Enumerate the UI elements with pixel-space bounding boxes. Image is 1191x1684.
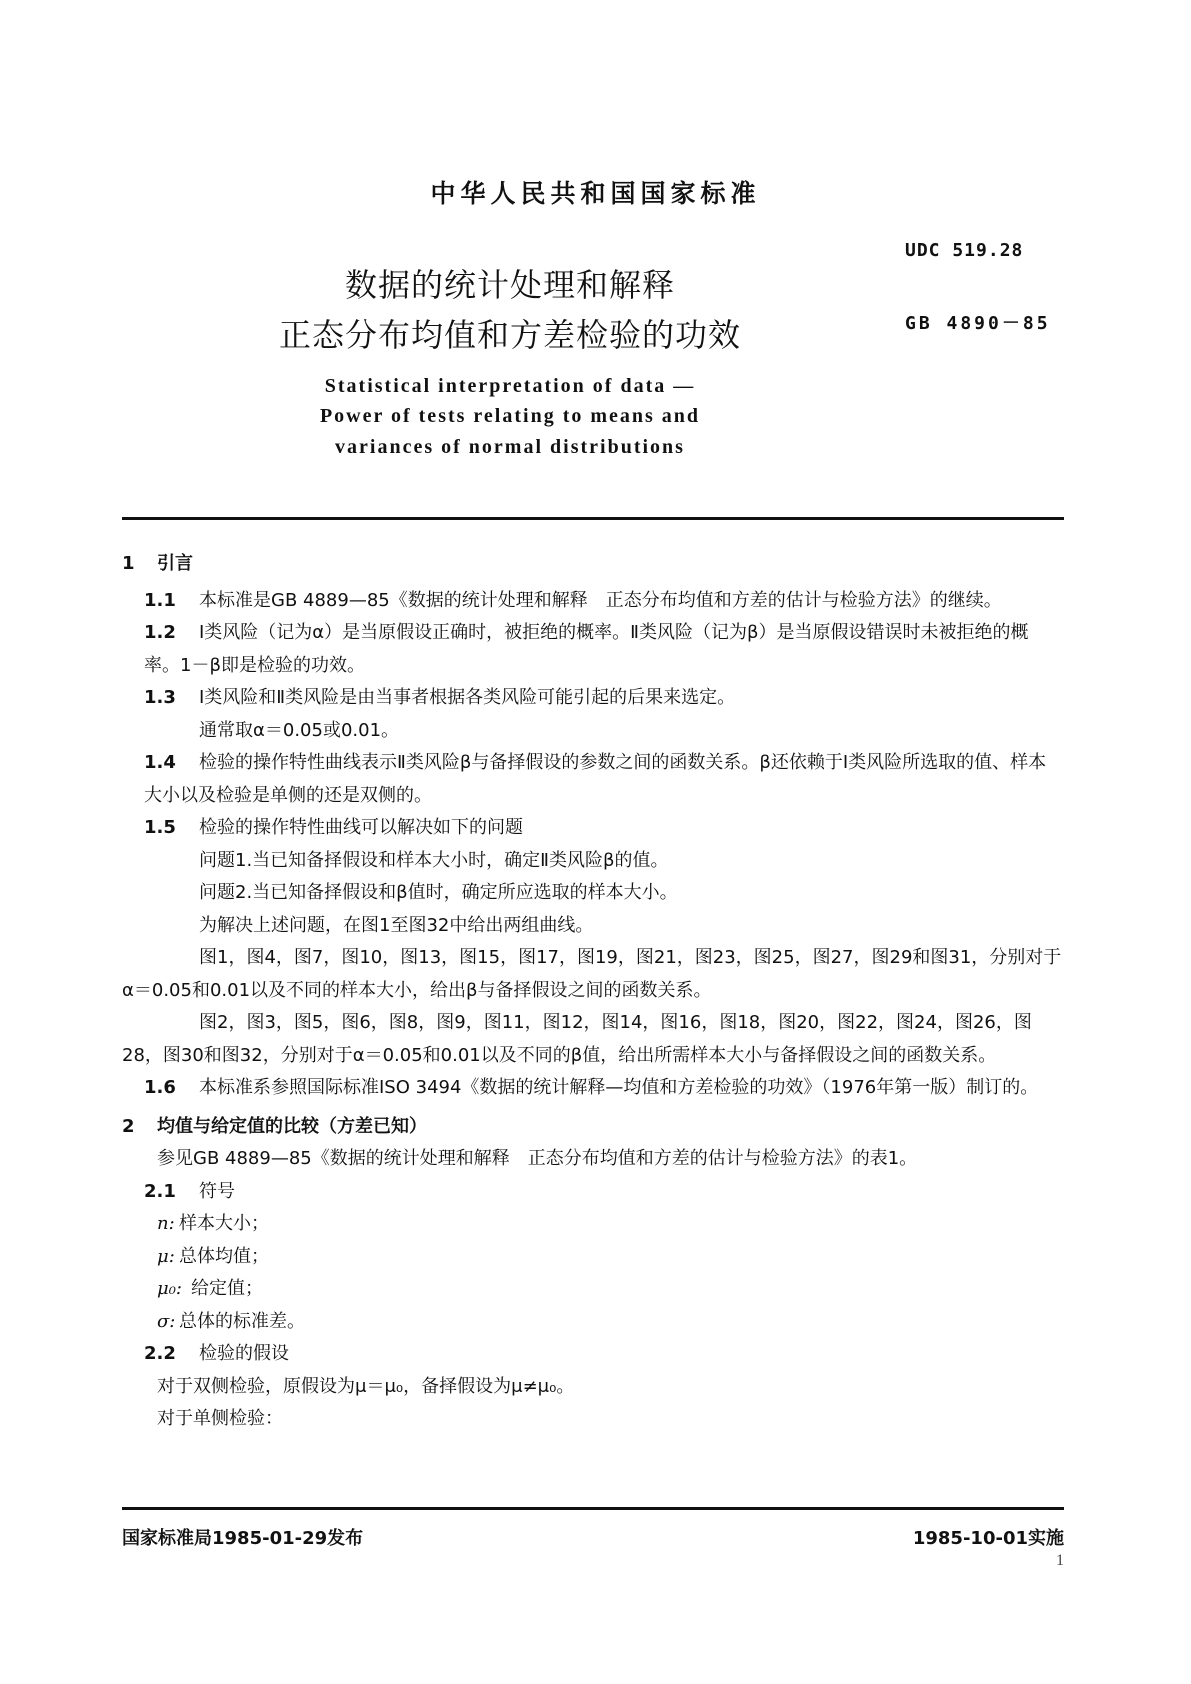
symbol: μ: (157, 1245, 175, 1267)
title-en-line1: Statistical interpretation of data — (324, 375, 696, 397)
clause-number: 2.1 (144, 1180, 176, 1202)
symbol: μ₀: (157, 1278, 182, 1299)
symbol-mu0 (122, 1273, 1064, 1306)
problem-2: 问题2.当已知备择假设和β值时，确定所应选取的样本大小。 (199, 882, 678, 903)
paragraph-1-1 (122, 585, 1064, 618)
paragraph-2-2 (122, 1338, 1064, 1371)
clause-text: 检验的假设 (199, 1343, 289, 1364)
page-number: 1 (1056, 1552, 1064, 1569)
standard-label: 中华人民共和国国家标准 (430, 179, 761, 208)
clause-text: 本标准系参照国际标准ISO 3494《数据的统计解释—均值和方差检验的功效》（1976年第一版）制订的。 (199, 1077, 1039, 1098)
symbol-mu (122, 1241, 1064, 1274)
two-sided-test: 对于双侧检验，原假设为μ＝μ₀，备择假设为μ≠μ₀。 (157, 1375, 575, 1397)
clause-text: 检验的操作特性曲线表示Ⅱ类风险β与备择假设的参数之间的函数关系。β还依赖于Ⅰ类风险所选取的值、样本大小以及检验是单侧的还是双侧的。 (144, 752, 1047, 806)
figures-group-2: 图2，图3，图5，图6，图8，图9，图11，图12，图14，图16，图18，图20，图22，图24，图26，图28，图30和图32，分别对于α＝0.05和0.01以及不同的β值，给出所需样本大小与备择假设之间的函数关系。 (122, 1012, 1032, 1066)
title-cn-line2: 正态分布均值和方差检验的功效 (278, 316, 741, 354)
paragraph-1-6 (122, 1072, 1064, 1105)
clause-text: Ⅰ类风险（记为α）是当原假设正确时，被拒绝的概率。Ⅱ类风险（记为β）是当原假设错误时未被拒绝的概率。1－β即是检验的功效。 (144, 622, 1029, 676)
clause-text: 符号 (199, 1180, 235, 1202)
footer-divider (122, 1507, 1064, 1510)
paragraph-1-3 (122, 682, 1064, 715)
figures-intro: 为解决上述问题，在图1至图32中给出两组曲线。 (199, 914, 594, 936)
problem-1: 问题1.当已知备择假设和样本大小时，确定Ⅱ类风险β的值。 (199, 849, 669, 871)
figures-group-1: 图1，图4，图7，图10，图13，图15，图17，图19，图21，图23，图25，图27，图29和图31，分别对于α＝0.05和0.01以及不同的样本大小，给出β与备择假设之间的函数关系。 (122, 947, 1062, 1001)
section-number: 2 (122, 1115, 135, 1137)
clause-number: 1.2 (144, 622, 176, 643)
section-2-heading (122, 1111, 1064, 1144)
paragraph-1-4 (122, 747, 1064, 812)
paragraph-1-2 (122, 617, 1064, 682)
section-number: 1 (122, 553, 135, 574)
title-en-line2: Power of tests relating to means and (319, 405, 701, 427)
title-en-line3: variances of normal distributions (335, 436, 685, 458)
paragraph-1-3-line2: 通常取α＝0.05或0.01。 (199, 719, 400, 741)
clause-text: Ⅰ类风险和Ⅱ类风险是由当事者根据各类风险可能引起的后果来选定。 (199, 687, 736, 708)
clause-number: 1.5 (144, 817, 176, 838)
symbol-desc: 给定值； (191, 1278, 263, 1299)
gb-number: GB 4890－85 (905, 313, 1051, 334)
symbol: n: (157, 1213, 175, 1234)
section-title: 均值与给定值的比较（方差已知） (157, 1115, 427, 1137)
paragraph-2-1 (122, 1176, 1064, 1209)
section-2-intro: 参见GB 4889—85《数据的统计处理和解释 正态分布均值和方差的估计与检验方法》的表1。 (157, 1148, 918, 1169)
section-title: 引言 (157, 553, 193, 574)
section-1-heading (122, 548, 1064, 581)
issue-date: 国家标准局1985-01-29发布 (122, 1528, 364, 1549)
symbol-sigma (122, 1306, 1064, 1339)
symbol-n (122, 1208, 1064, 1241)
title-cn-line1: 数据的统计处理和解释 (344, 266, 675, 304)
udc-number: UDC 519.28 (905, 240, 1024, 261)
symbol-desc: 样本大小； (179, 1213, 269, 1234)
header-divider (122, 517, 1064, 520)
clause-number: 1.1 (144, 589, 176, 611)
symbol: σ: (157, 1310, 176, 1332)
clause-text: 本标准是GB 4889—85《数据的统计处理和解释 正态分布均值和方差的估计与检验方法》的继续。 (199, 589, 1002, 611)
clause-number: 2.2 (144, 1343, 176, 1364)
clause-number: 1.4 (144, 752, 176, 773)
clause-number: 1.6 (144, 1077, 176, 1098)
one-sided-test: 对于单侧检验： (157, 1408, 283, 1429)
clause-text: 检验的操作特性曲线可以解决如下的问题 (199, 817, 523, 838)
effective-date: 1985-10-01实施 (912, 1528, 1064, 1549)
document-body (122, 548, 1064, 1436)
clause-number: 1.3 (144, 687, 176, 708)
symbol-desc: 总体均值； (179, 1245, 269, 1267)
paragraph-1-5 (122, 812, 1064, 845)
symbol-desc: 总体的标准差。 (179, 1310, 305, 1332)
